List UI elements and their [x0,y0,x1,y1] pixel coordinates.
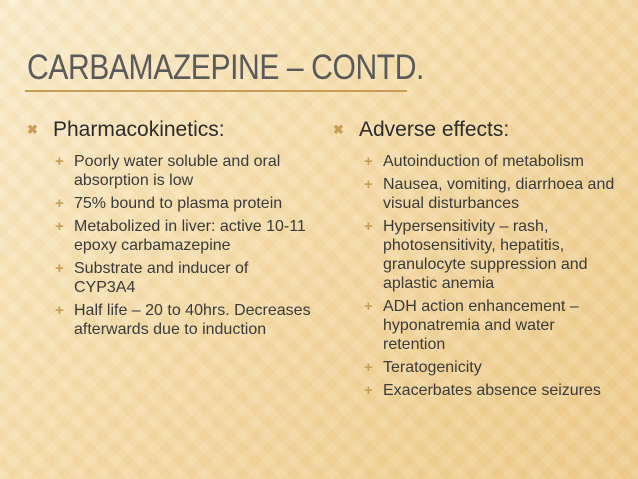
list-item-text: Exacerbates absence seizures [383,382,601,399]
cross-x-icon: ✖ [333,122,344,137]
adverse-effects-column [333,117,633,404]
pharmacokinetics-heading-row [27,117,317,143]
pharmacokinetics-list [27,152,317,339]
list-item [27,259,317,297]
list-item [333,381,633,400]
plus-icon: + [55,218,64,235]
adverse-effects-heading: Adverse effects: [359,118,510,141]
list-item [27,217,317,255]
list-item-text: ADH action enhancement – hyponatremia and water retention [383,298,579,353]
pharmacokinetics-heading: Pharmacokinetics: [53,118,225,141]
list-item-text: Nausea, vomiting, diarrhoea and visual disturbances [383,176,615,212]
list-item-text: Metabolized in liver: active 10-11 epoxy carbamazepine [74,218,306,254]
plus-icon: + [364,382,373,399]
plus-icon: + [364,218,373,235]
plus-icon: + [364,176,373,193]
list-item-text: Teratogenicity [383,359,482,376]
pharmacokinetics-column [27,117,317,343]
cross-x-icon: ✖ [27,122,38,137]
plus-icon: + [55,153,64,170]
list-item-text: Half life – 20 to 40hrs. Decreases afterwards due to induction [74,302,311,338]
adverse-effects-list [333,152,633,400]
list-item [27,152,317,190]
plus-icon: + [364,359,373,376]
plus-icon: + [364,153,373,170]
title-underline [25,90,407,92]
list-item [333,358,633,377]
slide-title: CARBAMAZEPINE – CONTD. [27,48,424,87]
list-item [333,175,633,213]
plus-icon: + [55,260,64,277]
list-item [27,194,317,213]
list-item-text: Poorly water soluble and oral absorption is low [74,153,281,189]
list-item-text: Hypersensitivity – rash, photosensitivity, hepatitis, granulocyte suppression and aplastic anemia [383,218,588,292]
adverse-effects-heading-row [333,117,633,143]
plus-icon: + [55,195,64,212]
list-item [27,301,317,339]
list-item-text: 75% bound to plasma protein [74,195,283,212]
list-item [333,217,633,293]
plus-icon: + [55,302,64,319]
list-item-text: Autoinduction of metabolism [383,153,584,170]
list-item [333,152,633,171]
plus-icon: + [364,298,373,315]
list-item [333,297,633,354]
list-item-text: Substrate and inducer of CYP3A4 [74,260,249,296]
